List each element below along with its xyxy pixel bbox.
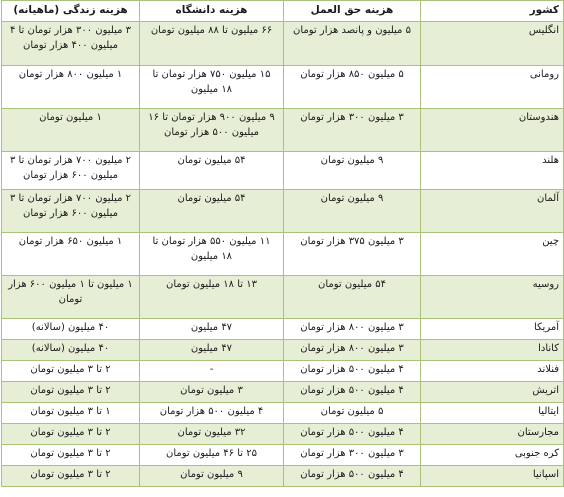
- table-row: [2, 424, 564, 445]
- cell-living: ۱ میلیون ۶۵۰ هزار تومان: [2, 233, 140, 276]
- table-row: [2, 190, 564, 233]
- table-row: [2, 319, 564, 340]
- cell-country: آلمان: [421, 190, 564, 233]
- cell-country: هندوستان: [421, 109, 564, 152]
- table-row: [2, 109, 564, 152]
- cell-country: فنلاند: [421, 361, 564, 382]
- cost-comparison-table: [1, 0, 564, 487]
- table-row: [2, 403, 564, 424]
- cell-country: انگلیس: [421, 22, 564, 66]
- table-row: [2, 382, 564, 403]
- cell-living: ۲ تا ۳ میلیون تومان: [2, 424, 140, 445]
- table-row: [2, 445, 564, 466]
- table-row: [2, 466, 564, 487]
- cell-university: ۴۷ میلیون: [140, 340, 284, 361]
- cell-university: -: [140, 361, 284, 382]
- cell-country: چین: [421, 233, 564, 276]
- table-row: [2, 233, 564, 276]
- cell-tuition: ۴ میلیون ۵۰۰ هزار تومان: [284, 424, 421, 445]
- cell-tuition: ۴ میلیون ۵۰۰ هزار تومان: [284, 466, 421, 487]
- cell-country: هلند: [421, 152, 564, 190]
- cell-living: ۲ تا ۳ میلیون تومان: [2, 361, 140, 382]
- cell-tuition: ۵ میلیون ۸۵۰ هزار تومان: [284, 66, 421, 109]
- cell-university: ۵۴ میلیون تومان: [140, 190, 284, 233]
- cell-university: ۱۱ میلیون ۵۵۰ هزار تومان تا ۱۸ میلیون: [140, 233, 284, 276]
- table-header-row: [2, 1, 564, 22]
- table-row: [2, 66, 564, 109]
- cell-living: ۲ میلیون ۷۰۰ هزار تومان تا ۳ میلیون ۶۰۰ هزار تومان: [2, 152, 140, 190]
- cell-tuition: ۵ میلیون تومان: [284, 403, 421, 424]
- cell-living: ۲ میلیون ۷۰۰ هزار تومان تا ۳ میلیون ۶۰۰ هزار تومان: [2, 190, 140, 233]
- cell-tuition: ۳ میلیون ۸۰۰ هزار تومان: [284, 340, 421, 361]
- header-tuition: هزینه حق العمل: [284, 1, 421, 22]
- cell-living: ۲ تا ۳ میلیون تومان: [2, 382, 140, 403]
- cell-tuition: ۳ میلیون ۳۰۰ هزار تومان: [284, 445, 421, 466]
- cell-university: ۳ میلیون تومان: [140, 382, 284, 403]
- cell-tuition: ۴ میلیون ۵۰۰ هزار تومان: [284, 382, 421, 403]
- cell-tuition: ۳ میلیون ۳۰۰ هزار تومان: [284, 109, 421, 152]
- cell-university: ۲۵ تا ۴۶ میلیون تومان: [140, 445, 284, 466]
- table-row: [2, 22, 564, 66]
- cell-university: ۶۶ میلیون تا ۸۸ میلیون تومان: [140, 22, 284, 66]
- cell-country: روسیه: [421, 276, 564, 319]
- table-row: [2, 361, 564, 382]
- cell-living: ۱ میلیون تومان: [2, 109, 140, 152]
- cell-living: ۴۰ میلیون (سالانه): [2, 340, 140, 361]
- cell-country: رومانی: [421, 66, 564, 109]
- table-row: [2, 152, 564, 190]
- cell-tuition: ۴ میلیون ۵۰۰ هزار تومان: [284, 361, 421, 382]
- cell-tuition: ۹ میلیون تومان: [284, 190, 421, 233]
- cell-living: ۳ میلیون ۳۰۰ هزار تومان تا ۴ میلیون ۴۰۰ هزار تومان: [2, 22, 140, 66]
- cell-university: ۹ میلیون تومان: [140, 466, 284, 487]
- cell-university: ۳۲ میلیون تومان: [140, 424, 284, 445]
- cell-country: ایتالیا: [421, 403, 564, 424]
- cell-living: ۱ میلیون ۸۰۰ هزار تومان: [2, 66, 140, 109]
- cell-living: ۱ تا ۳ میلیون تومان: [2, 403, 140, 424]
- table-row: [2, 340, 564, 361]
- cell-living: ۲ تا ۳ میلیون تومان: [2, 445, 140, 466]
- cell-country: اسپانیا: [421, 466, 564, 487]
- cell-university: ۵۴ میلیون تومان: [140, 152, 284, 190]
- cell-living: ۲ تا ۳ میلیون تومان: [2, 466, 140, 487]
- header-country: کشور: [421, 1, 564, 22]
- cell-university: ۴ میلیون ۵۰۰ هزار تومان: [140, 403, 284, 424]
- header-living: هزینه زندگی (ماهیانه): [2, 1, 140, 22]
- cell-tuition: ۳ میلیون ۸۰۰ هزار تومان: [284, 319, 421, 340]
- cell-tuition: ۵ میلیون و پانصد هزار تومان: [284, 22, 421, 66]
- cell-tuition: ۳ میلیون ۳۷۵ هزار تومان: [284, 233, 421, 276]
- cell-university: ۱۳ تا ۱۸ میلیون تومان: [140, 276, 284, 319]
- cell-country: اتریش: [421, 382, 564, 403]
- cell-university: ۴۷ میلیون: [140, 319, 284, 340]
- table-row: [2, 276, 564, 319]
- cell-country: کره جنوبی: [421, 445, 564, 466]
- cell-country: آمریکا: [421, 319, 564, 340]
- cell-living: ۱ میلیون تا ۱ میلیون ۶۰۰ هزار تومان: [2, 276, 140, 319]
- header-university: هزینه دانشگاه: [140, 1, 284, 22]
- cell-tuition: ۵۴ میلیون تومان: [284, 276, 421, 319]
- cell-university: ۹ میلیون ۹۰۰ هزار تومان تا ۱۶ میلیون ۵۰۰ هزار تومان: [140, 109, 284, 152]
- cell-tuition: ۹ میلیون تومان: [284, 152, 421, 190]
- cell-university: ۱۵ میلیون ۷۵۰ هزار تومان تا ۱۸ میلیون: [140, 66, 284, 109]
- cell-country: مجارستان: [421, 424, 564, 445]
- cell-country: کانادا: [421, 340, 564, 361]
- cell-living: ۴۰ میلیون (سالانه): [2, 319, 140, 340]
